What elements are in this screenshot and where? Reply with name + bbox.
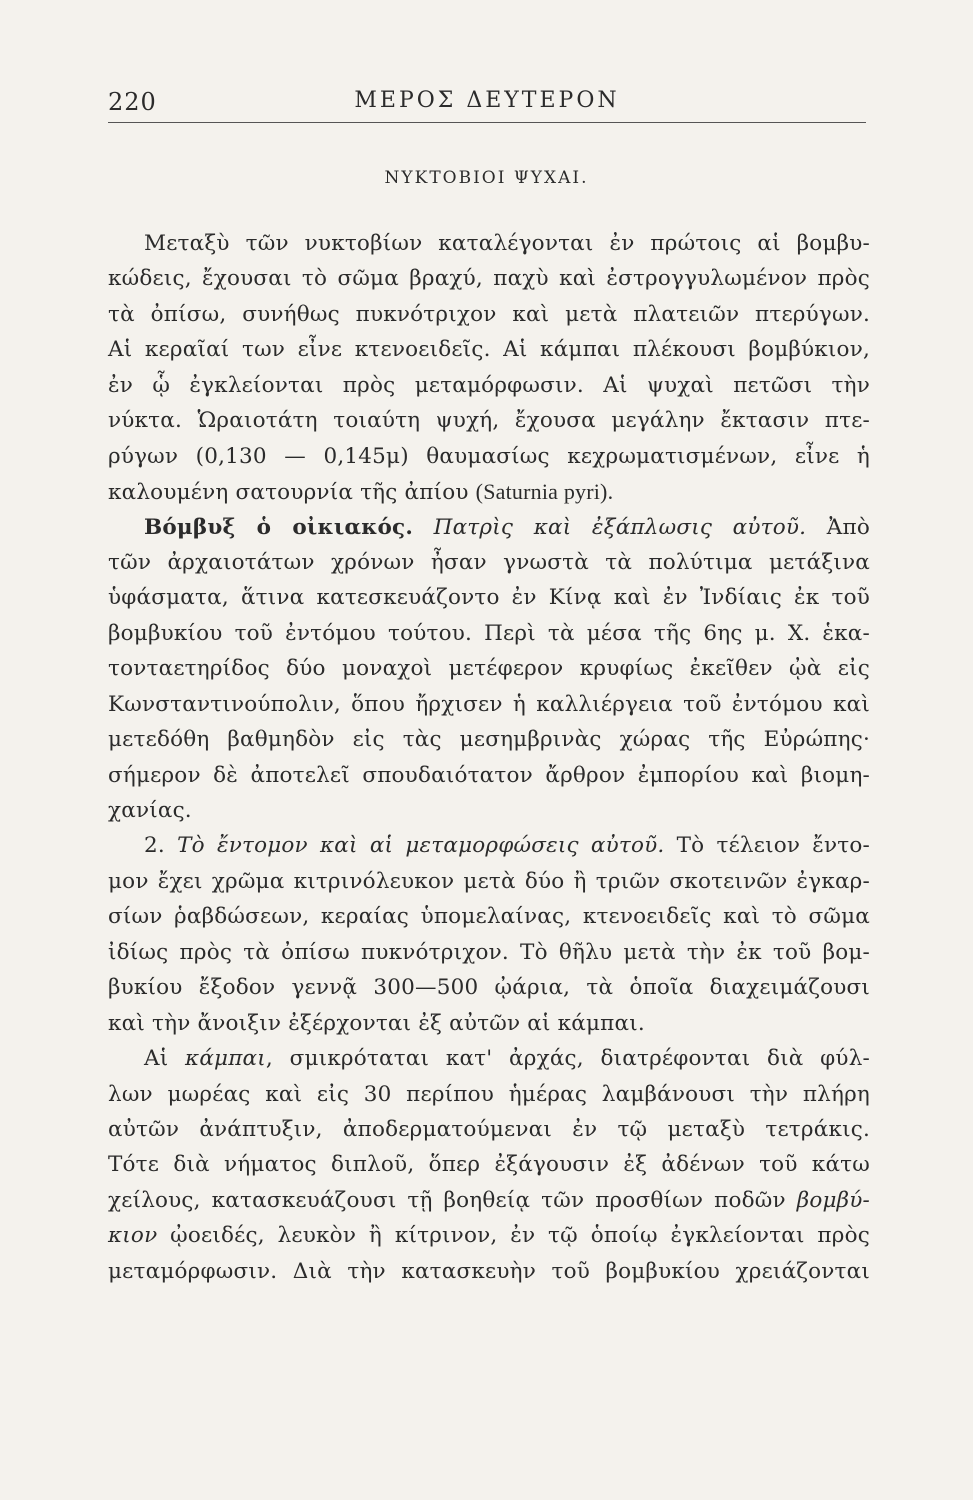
text-line	[108, 616, 870, 651]
line-text: τονταετηρίδος δύο μοναχοὶ μετέφερον κρυφίως ἐκεῖθεν ᾠὰ εἰς	[108, 656, 870, 682]
line-text: ἰδίως πρὸς τὰ ὀπίσω πυκνότριχον. Τὸ θῆλυ μετὰ τὴν ἐκ τοῦ βομ-	[108, 939, 870, 965]
line-text: αὐτῶν ἀνάπτυξιν, ἀποδερματούμεναι ἐν τῷ μεταξὺ τετράκις.	[108, 1116, 870, 1142]
line-text: τῶν ἀρχαιοτάτων χρόνων ἦσαν γνωστὰ τὰ πολύτιμα μετάξινα	[108, 549, 870, 575]
line-text: μετεδόθη βαθμηδὸν εἰς τὰς μεσημβρινὰς χώρας τῆς Εὐρώπης·	[108, 727, 870, 753]
line-text: 2.	[144, 833, 178, 859]
line-text: χανίας.	[108, 798, 192, 823]
text-line	[108, 828, 870, 863]
text-line	[108, 1041, 870, 1076]
text-line	[108, 1254, 870, 1289]
line-text: βυκίου ἔξοδον γεννᾷ 300—500 ᾠάρια, τὰ ὁποῖα διαχειμάζουσι	[108, 975, 870, 1001]
text-line	[108, 1112, 870, 1147]
text-line	[108, 864, 870, 899]
italic-text: κιον	[108, 1223, 158, 1249]
text-line	[108, 439, 870, 474]
line-text: σήμερον δὲ ἀποτελεῖ σπουδαιότατον ἄρθρον ἐμπορίου καὶ βιομη-	[108, 762, 870, 788]
text-line	[108, 226, 870, 261]
page-header	[108, 84, 866, 123]
text-line	[108, 510, 870, 545]
text-line	[108, 722, 870, 757]
line-text: μον ἔχει χρῶμα κιτρινόλευκον μετὰ δύο ἢ τριῶν σκοτεινῶν ἐγκαρ-	[108, 868, 870, 894]
text-line	[108, 332, 870, 367]
running-head: ΜΕΡΟΣ ΔΕΥΤΕΡΟΝ	[354, 88, 620, 113]
text-line	[108, 793, 870, 828]
line-text: βομβυκίου τοῦ ἐντόμου τούτου. Περὶ τὰ μέσα τῆς 6ης μ. Χ. ἑκα-	[108, 620, 870, 646]
text-line	[108, 687, 870, 722]
line-text: Τότε διὰ νήματος διπλοῦ, ὅπερ ἐξάγουσιν ἐξ ἀδένων τοῦ κάτω	[108, 1152, 870, 1178]
line-text: Μεταξὺ τῶν νυκτοβίων καταλέγονται ἐν πρώτοις αἱ βομβυ-	[144, 231, 870, 256]
line-text: Αἱ	[144, 1046, 186, 1072]
text-line	[108, 1183, 870, 1218]
line-text: ἐν ᾧ ἐγκλείονται πρὸς μεταμόρφωσιν. Αἱ ψυχαὶ πετῶσι τὴν	[108, 372, 870, 398]
text-line	[108, 474, 870, 509]
line-text: ρύγων (0,130 — 0,145μ) θαυμασίως κεχρωματισμένων, εἶνε ἡ	[108, 443, 870, 469]
line-text: Ἀπὸ	[806, 514, 870, 540]
text-line	[108, 758, 870, 793]
line-text: μεταμόρφωσιν. Διὰ τὴν κατασκευὴν τοῦ βομβυκίου χρειάζονται	[108, 1258, 870, 1284]
text-line	[108, 970, 870, 1005]
page-number: 220	[108, 88, 157, 116]
line-text: ᾠοειδές, λευκὸν ἢ κίτρινον, ἐν τῷ ὁποίῳ ἐγκλείονται πρὸς	[157, 1223, 870, 1249]
text-line	[108, 545, 870, 580]
text-line	[108, 651, 870, 686]
text-line	[108, 580, 870, 615]
section-title: ΝΥΚΤΟΒΙΟΙ ΨΥΧΑΙ.	[384, 168, 589, 188]
line-text: ὑφάσματα, ἅτινα κατεσκευάζοντο ἐν Κίνᾳ καὶ ἐν Ἰνδίαις ἐκ τοῦ	[108, 585, 870, 611]
italic-text: Τὸ ἔντομον καὶ αἱ μεταμορφώσεις αὐτοῦ.	[177, 833, 665, 859]
line-text: Κωνσταντινούπολιν, ὅπου ἤρχισεν ἡ καλλιέργεια τοῦ ἐντόμου καὶ	[108, 691, 870, 717]
latin-name: (Saturnia pyri).	[475, 479, 614, 505]
text-line	[108, 1077, 870, 1112]
text-line	[108, 1006, 870, 1041]
line-text: χείλους, κατασκευάζουσι τῇ βοηθείᾳ τῶν προσθίων ποδῶν	[108, 1187, 797, 1213]
text-line	[108, 935, 870, 970]
line-text: , σμικρόταται κατ' ἀρχάς, διατρέφονται διὰ φύλ-	[265, 1046, 870, 1072]
text-line	[108, 368, 870, 403]
italic-text: Πατρὶς καὶ ἐξάπλωσις αὐτοῦ.	[413, 514, 807, 540]
line-text: Τὸ τέλειον ἔντο-	[664, 833, 871, 859]
text-line	[108, 899, 870, 934]
subheading: Βόμβυξ ὁ οἰκιακός.	[144, 514, 414, 540]
line-text: καλουμένη σατουρνία τῆς ἀπίου	[108, 480, 476, 506]
line-text: Αἱ κεραῖαί των εἶνε κτενοειδεῖς. Αἱ κάμπαι πλέκουσι βομβύκιον,	[108, 337, 870, 363]
text-line	[108, 403, 870, 438]
line-text: λων μωρέας καὶ εἰς 30 περίπου ἡμέρας λαμβάνουσι τὴν πλήρη	[108, 1081, 870, 1107]
text-line	[108, 1218, 870, 1253]
line-text: κώδεις, ἔχουσαι τὸ σῶμα βραχύ, παχὺ καὶ ἐστρογγυλωμένον πρὸς	[108, 266, 870, 292]
text-line	[108, 297, 870, 332]
text-line	[108, 261, 870, 296]
line-text: καὶ τὴν ἄνοιξιν ἐξέρχονται ἐξ αὐτῶν αἱ κάμπαι.	[108, 1010, 645, 1036]
italic-text: κάμπαι	[185, 1046, 266, 1072]
line-text: νύκτα. Ὡραιοτάτη τοιαύτη ψυχή, ἔχουσα μεγάλην ἔκτασιν πτε-	[108, 408, 870, 434]
line-text: σίων ῥαβδώσεων, κεραίας ὑπομελαίνας, κτενοειδεῖς καὶ τὸ σῶμα	[108, 904, 870, 930]
body-text	[108, 226, 870, 1289]
line-text: τὰ ὀπίσω, συνήθως πυκνότριχον καὶ μετὰ πλατειῶν πτερύγων.	[108, 301, 870, 327]
text-line	[108, 1147, 870, 1182]
italic-text: βομβύ-	[796, 1187, 870, 1213]
